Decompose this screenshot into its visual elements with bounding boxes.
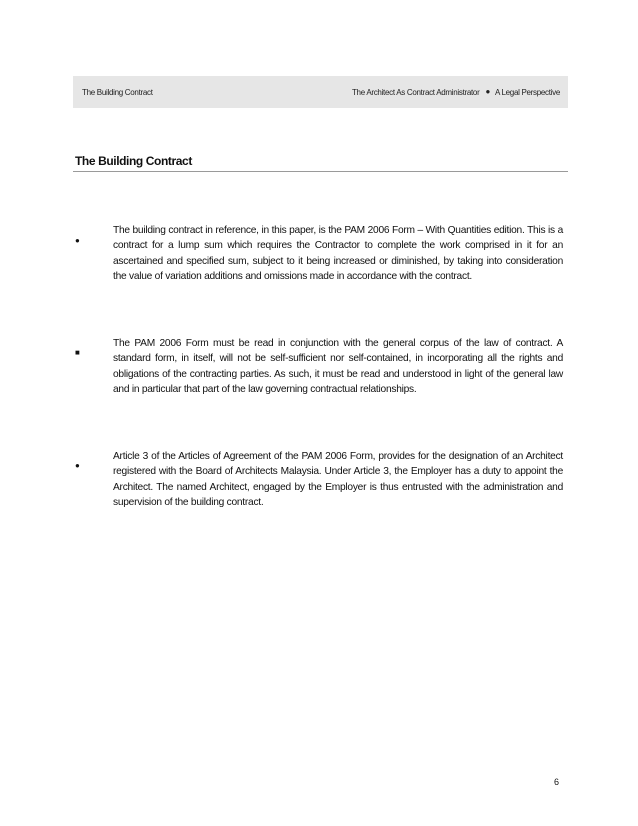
header-right-subtitle: A Legal Perspective: [494, 87, 560, 97]
page-number: 6: [554, 777, 560, 787]
header-right-title: The Architect As Contract Administrator: [351, 87, 480, 97]
paragraph-article-3: Article 3 of the Articles of Agreement of the PAM 2006 Form, provides for the designation of an Architect registered with the Board of Architects Malaysia. Under Article 3, the Employer has a duty to appoint the Architect. The named Architect, engaged by the Employer is thus entrusted with the administration and supervision of the building contract.: [113, 451, 563, 509]
header-separator-dot-icon: ●: [485, 87, 490, 96]
bullet-icon: ●: [75, 236, 80, 245]
bullet-square-icon: ■: [75, 348, 80, 357]
paragraph-building-contract-reference: The building contract in reference, in this paper, is the PAM 2006 Form – With Quantities edition. This is a contract for a lump sum which requires the Contractor to complete the work comprised in it for an ascertained and specified sum, subject to it being increased or diminished, by taking into consideration the value of variation additions and omissions made in accordance with the contract.: [113, 225, 563, 283]
header-left-title: The Building Contract: [82, 87, 153, 97]
paragraph-general-law-of-contract: The PAM 2006 Form must be read in conjunction with the general corpus of the law of contract. A standard form, in itself, will not be self-sufficient nor self-contained, in incorporating all the rights and obligations of the contracting parties. As such, it must be read and understood in light of the general law and in particular that part of the law governing contractual relationships.: [113, 338, 563, 396]
bullet-icon: ●: [75, 461, 80, 470]
running-header: [73, 76, 568, 108]
header-right-group: [352, 88, 560, 97]
section-divider: [73, 171, 568, 172]
section-title: The Building Contract: [75, 154, 192, 168]
